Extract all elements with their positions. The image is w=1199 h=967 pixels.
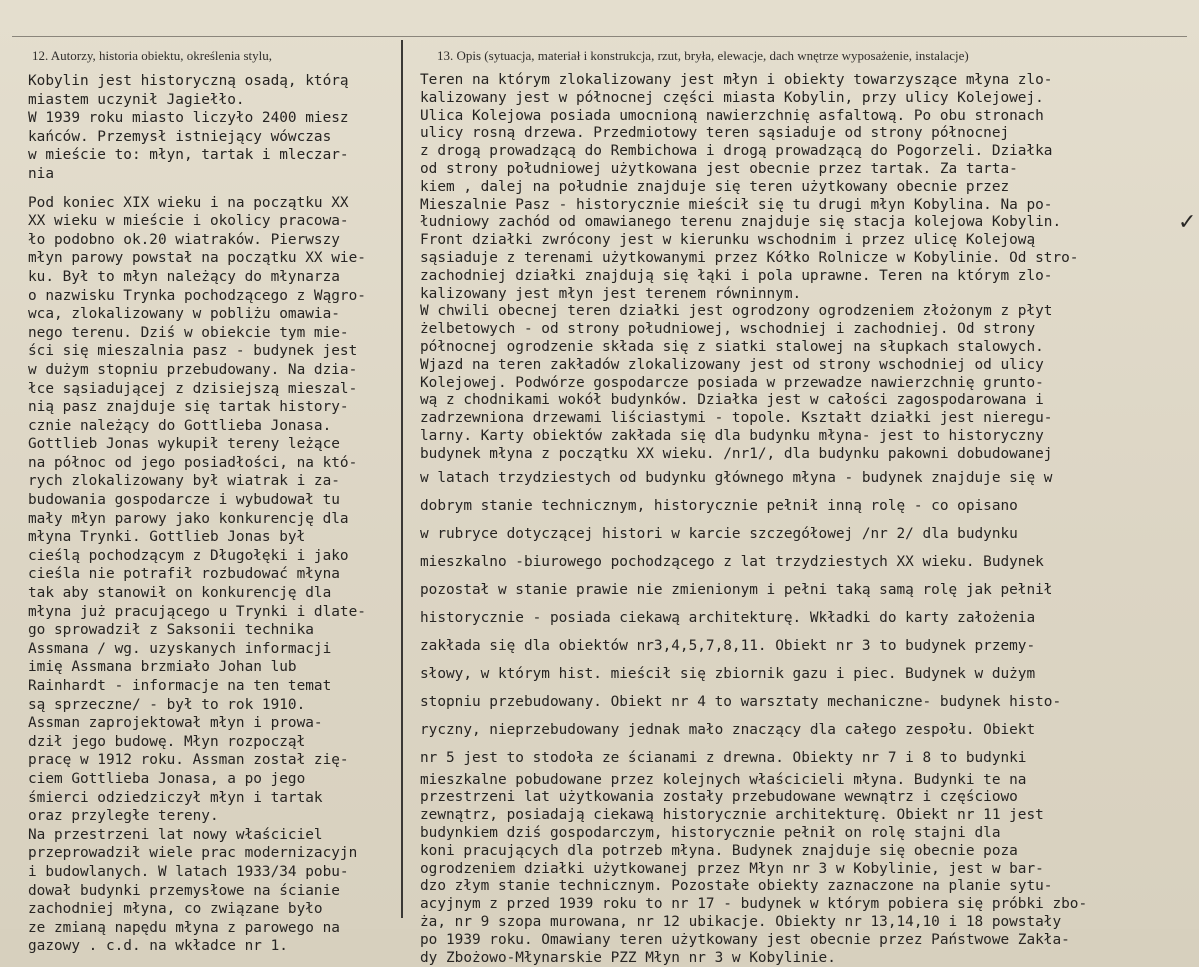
text-line: XX wieku w mieście i okolicy pracowa- (28, 212, 366, 231)
text-line: cznie należący do Gottlieba Jonasa. (28, 417, 366, 436)
description-block-c (420, 772, 1087, 967)
text-line: w mieście to: młyn, tartak i mleczar- (28, 146, 366, 165)
text-line: sąsiaduje z terenami użytkowanymi przez Kółko Rolnicze w Kobylinie. Od stro- (420, 250, 1087, 268)
text-line: ulicy rosną drzewa. Przedmiotowy teren sąsiaduje od strony północnej (420, 125, 1087, 143)
text-line: ści się mieszalnia pasz - budynek jest (28, 342, 366, 361)
text-line: Gottlieb Jonas wykupił tereny leżące (28, 435, 366, 454)
text-line: po 1939 roku. Omawiany teren użytkowany jest obecnie przez Państwowe Zakła- (420, 932, 1087, 950)
text-line: łce sąsiadującej z dzisiejszą mieszal- (28, 380, 366, 399)
text-line: ło podobno ok.20 wiatraków. Pierwszy (28, 231, 366, 250)
text-line: miastem uczynił Jagiełło. (28, 91, 366, 110)
text-line: W chwili obecnej teren działki jest ogrodzony ogrodzeniem złożonym z płyt (420, 303, 1087, 321)
text-line: dobrym stanie technicznym, historycznie pełnił inną rolę - co opisano (420, 492, 1087, 520)
text-line: Na przestrzeni lat nowy właściciel (28, 826, 366, 845)
text-line: oraz przyległe tereny. (28, 807, 366, 826)
text-line: mały młyn parowy jako konkurencję dla (28, 510, 366, 529)
text-line: imię Assmana brzmiało Johan lub (28, 658, 366, 677)
text-line: Front działki zwrócony jest w kierunku wschodnim i przez ulicę Kolejową (420, 232, 1087, 250)
text-line: zakłada się dla obiektów nr3,4,5,7,8,11. Obiekt nr 3 to budynek przemy- (420, 632, 1087, 660)
text-line: Rainhardt - informacje na ten temat (28, 677, 366, 696)
text-line: cieślą pochodzącym z Długołęki i jako (28, 547, 366, 566)
description-column (420, 72, 1087, 967)
text-line: kalizowany jest w północnej części miasta Kobylin, przy ulicy Kolejowej. (420, 90, 1087, 108)
text-line: na północ od jego posiadłości, na któ- (28, 454, 366, 473)
text-line: kalizowany jest młyn jest terenem równinnym. (420, 286, 1087, 304)
text-line: młyn parowy powstał na początku XX wie- (28, 249, 366, 268)
text-line: dował budynki przemysłowe na ścianie (28, 882, 366, 901)
text-line: przestrzeni lat użytkowania zostały przebudowane wewnątrz i częściowo (420, 789, 1087, 807)
text-line: Kolejowej. Podwórze gospodarcze posiada w przewadze nawierzchnię grunto- (420, 375, 1087, 393)
text-line: ża, nr 9 szopa murowana, nr 12 ubikacje. Obiekty nr 13,14,10 i 18 powstały (420, 914, 1087, 932)
margin-check-mark: ✓ (1178, 210, 1196, 235)
text-line: północnej ogrodzenie składa się z siatki stalowej na słupkach stalowych. (420, 339, 1087, 357)
text-line: nr 5 jest to stodoła ze ścianami z drewna. Obiekty nr 7 i 8 to budynki (420, 744, 1087, 772)
text-line: gazowy . c.d. na wkładce nr 1. (28, 937, 366, 956)
text-line: budynkiem dziś gospodarczym, historycznie pełnił on rolę stajni dla (420, 825, 1087, 843)
text-line: mieszkalne pobudowane przez kolejnych właścicieli młyna. Budynki te na (420, 772, 1087, 790)
text-line: dzo złym stanie technicznym. Pozostałe obiekty zaznaczone na planie sytu- (420, 878, 1087, 896)
text-line: śmierci odziedziczył młyn i tartak (28, 789, 366, 808)
text-line: stopniu przebudowany. Obiekt nr 4 to warsztaty mechaniczne- budynek histo- (420, 688, 1087, 716)
text-line: go sprowadził z Saksonii technika (28, 621, 366, 640)
text-line: zachodniej młyna, co związane było (28, 900, 366, 919)
paragraph-gap (28, 184, 366, 194)
text-line: i budowlanych. W latach 1933/34 pobu- (28, 863, 366, 882)
text-line: w latach trzydziestych od budynku głównego młyna - budynek znajduje się w (420, 464, 1087, 492)
text-line: nego terenu. Dziś w obiekcie tym mie- (28, 324, 366, 343)
text-line: słowy, w którym hist. mieścił się zbiornik gazu i piec. Budynek w dużym (420, 660, 1087, 688)
text-line: w rubryce dotyczącej histori w karcie szczegółowej /nr 2/ dla budynku (420, 520, 1087, 548)
text-line: Pod koniec XIX wieku i na początku XX (28, 194, 366, 213)
history-paragraph-1 (28, 72, 366, 184)
text-line: ku. Był to młyn należący do młynarza (28, 268, 366, 287)
text-line: larny. Karty obiektów zakłada się dla budynku młyna- jest to historyczny (420, 428, 1087, 446)
text-line: wą z chodnikami wokół budynków. Działka jest w całości zagospodarowana i (420, 392, 1087, 410)
text-line: budowania gospodarcze i wybudował tu (28, 491, 366, 510)
text-line: W 1939 roku miasto liczyło 2400 miesz (28, 109, 366, 128)
text-line: nią pasz znajduje się tartak history- (28, 398, 366, 417)
section-13-header: 13. Opis (sytuacja, materiał i konstrukcja, rzut, bryła, elewacje, dach wnętrze wyposażenie, instalacje) (437, 48, 969, 64)
text-line: Mieszalnie Pasz - historycznie mieścił się tu drugi młyn Kobylina. Na po- (420, 197, 1087, 215)
text-line: pracę w 1912 roku. Assman został zię- (28, 751, 366, 770)
description-block-b (420, 464, 1087, 772)
text-line: o nazwisku Trynka pochodzącego z Wągro- (28, 287, 366, 306)
text-line: są sprzeczne/ - był to rok 1910. (28, 696, 366, 715)
text-line: cieśla nie potrafił rozbudować młyna (28, 565, 366, 584)
history-paragraph-2 (28, 194, 366, 956)
text-line: Teren na którym zlokalizowany jest młyn i obiekty towarzyszące młyna zlo- (420, 72, 1087, 90)
top-rule (12, 36, 1187, 37)
text-line: pozostał w stanie prawie nie zmienionym i pełni taką samą rolę jak pełnił (420, 576, 1087, 604)
text-line: ze zmianą napędu młyna z parowego na (28, 919, 366, 938)
section-12-header: 12. Autorzy, historia obiektu, określenia stylu, (32, 48, 272, 64)
text-line: żelbetowych - od strony południowej, wschodniej i zachodniej. Od strony (420, 321, 1087, 339)
text-line: dził jego budowę. Młyn rozpoczął (28, 733, 366, 752)
text-line: Ulica Kolejowa posiada umocnioną nawierzchnię asfaltową. Po obu stronach (420, 108, 1087, 126)
text-line: ogrodzeniem działki użytkowanej przez Młyn nr 3 w Kobylinie, jest w bar- (420, 861, 1087, 879)
column-divider (401, 40, 403, 918)
text-line: nia (28, 165, 366, 184)
text-line: mieszkalno -biurowego pochodzącego z lat trzydziestych XX wieku. Budynek (420, 548, 1087, 576)
text-line: Assmana / wg. uzyskanych informacji (28, 640, 366, 659)
text-line: przeprowadził wiele prac modernizacyjn (28, 844, 366, 863)
text-line: acyjnym z przed 1939 roku to nr 17 - budynek w którym pobiera się próbki zbo- (420, 896, 1087, 914)
text-line: Wjazd na teren zakładów zlokalizowany jest od strony wschodniej od ulicy (420, 357, 1087, 375)
text-line: tak aby stanowił on konkurencję dla (28, 584, 366, 603)
text-line: historycznie - posiada ciekawą architekturę. Wkładki do karty założenia (420, 604, 1087, 632)
text-line: budynek młyna z początku XX wieku. /nr1/, dla budynku pakowni dobudowanej (420, 446, 1087, 464)
text-line: kiem , dalej na południe znajduje się teren użytkowany obecnie przez (420, 179, 1087, 197)
text-line: Kobylin jest historyczną osadą, którą (28, 72, 366, 91)
text-line: wca, zlokalizowany w pobliżu omawia- (28, 305, 366, 324)
text-line: ciem Gottlieba Jonasa, a po jego (28, 770, 366, 789)
text-line: zewnątrz, posiadają ciekawą historycznie architekturę. Obiekt nr 11 jest (420, 807, 1087, 825)
text-line: zadrzewniona drzewami liściastymi - topole. Kształt działki jest nieregu- (420, 410, 1087, 428)
text-line: koni pracujących dla potrzeb młyna. Budynek znajduje się obecnie poza (420, 843, 1087, 861)
text-line: od strony południowej użytkowana jest obecnie przez tartak. Za tarta- (420, 161, 1087, 179)
text-line: z drogą prowadzącą do Rembichowa i drogą prowadzącą do Pogorzeli. Działka (420, 143, 1087, 161)
text-line: młyna już pracującego u Trynki i dlate- (28, 603, 366, 622)
description-block-a (420, 72, 1087, 464)
text-line: rych zlokalizowany był wiatrak i za- (28, 472, 366, 491)
text-line: kańców. Przemysł istniejący wówczas (28, 128, 366, 147)
text-line: młyna Trynki. Gottlieb Jonas był (28, 528, 366, 547)
text-line: dy Zbożowo-Młynarskie PZZ Młyn nr 3 w Kobylinie. (420, 950, 1087, 967)
text-line: ryczny, nieprzebudowany jednak mało znaczący dla całego zespołu. Obiekt (420, 716, 1087, 744)
text-line: łudniowy zachód od omawianego terenu znajduje się stacja kolejowa Kobylin. (420, 214, 1087, 232)
text-line: zachodniej działki znajdują się łąki i pola uprawne. Teren na którym zlo- (420, 268, 1087, 286)
text-line: w dużym stopniu przebudowany. Na dzia- (28, 361, 366, 380)
history-column (28, 72, 366, 956)
text-line: Assman zaprojektował młyn i prowa- (28, 714, 366, 733)
